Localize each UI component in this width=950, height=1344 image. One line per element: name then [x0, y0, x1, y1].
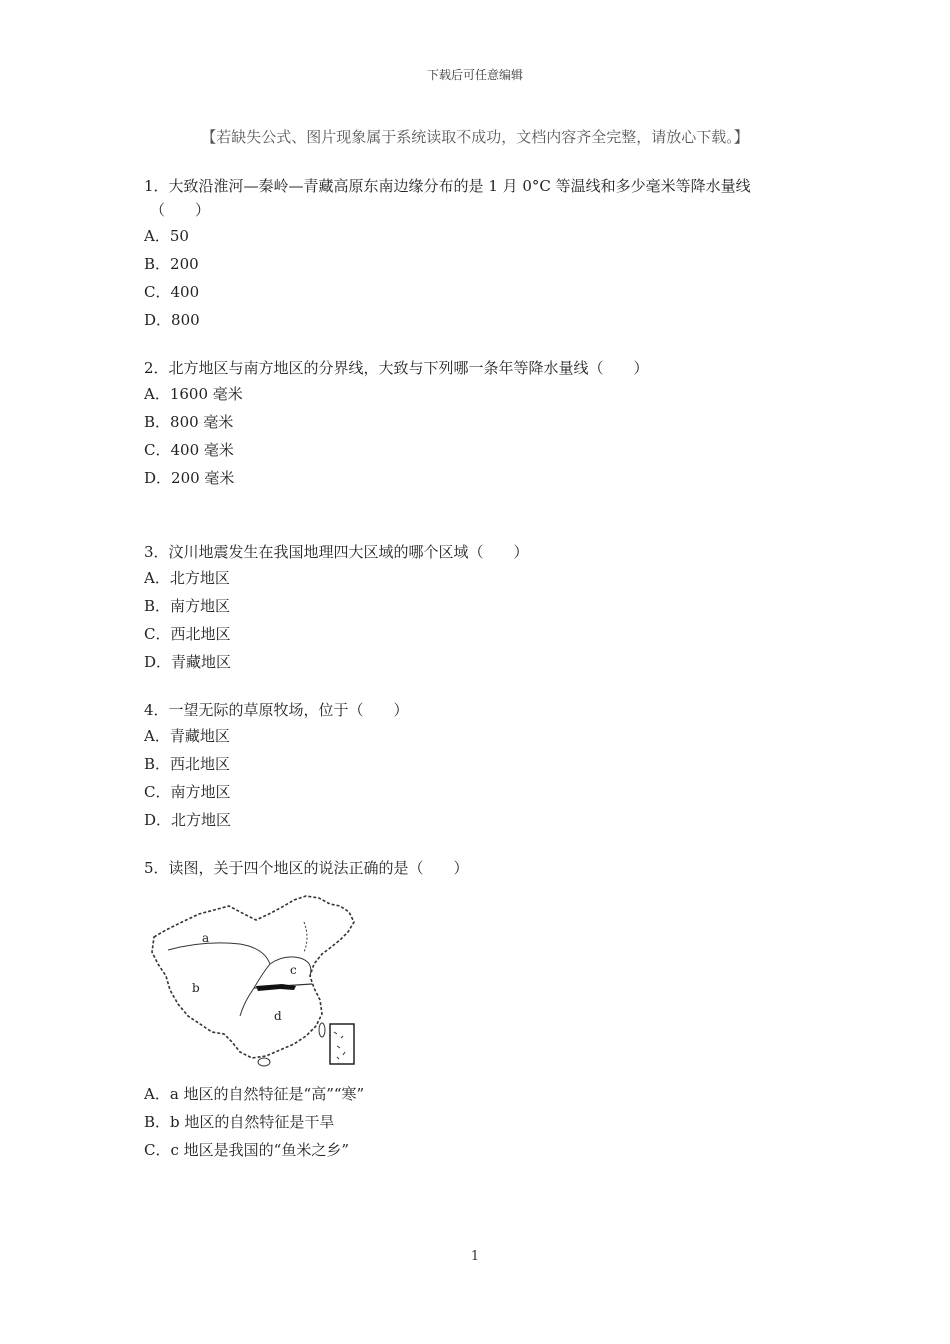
map-label-b: b	[192, 981, 200, 995]
option-c: C．400	[144, 283, 200, 301]
option-c: C．西北地区	[144, 625, 231, 643]
china-regions-map	[144, 892, 364, 1072]
option-b: B．200	[144, 255, 199, 273]
question-4	[144, 698, 814, 834]
question-stem: 4．一望无际的草原牧场，位于（ ）	[144, 701, 409, 719]
question-3	[144, 540, 814, 676]
option-d: D．200 毫米	[144, 469, 235, 487]
option-b: B．南方地区	[144, 597, 231, 615]
option-b: B．西北地区	[144, 755, 231, 773]
page-header: 下载后可任意编辑	[426, 68, 523, 82]
option-c: C．c 地区是我国的“鱼米之乡”	[144, 1141, 349, 1159]
china-map-figure	[144, 892, 364, 1072]
question-2	[144, 356, 814, 492]
question-stem: 3．汶川地震发生在我国地理四大区域的哪个区域（ ）	[144, 543, 529, 561]
option-a: A．1600 毫米	[144, 385, 243, 403]
question-stem: 2．北方地区与南方地区的分界线，大致与下列哪一条年等降水量线（ ）	[144, 359, 649, 377]
answer-bracket: （ ）	[150, 201, 211, 219]
download-notice: 【若缺失公式、图片现象属于系统读取不成功，文档内容齐全完整，请放心下载。】	[201, 128, 749, 146]
option-d: D．800	[144, 311, 200, 329]
question-5	[144, 856, 814, 1164]
option-b: B．b 地区的自然特征是干旱	[144, 1113, 335, 1131]
south-china-sea-inset	[330, 1024, 354, 1064]
option-a: A．北方地区	[144, 569, 230, 587]
option-d: D．北方地区	[144, 811, 232, 829]
question-1	[144, 174, 814, 334]
question-stem: 5．读图，关于四个地区的说法正确的是（ ）	[144, 859, 469, 877]
map-label-a: a	[202, 931, 210, 945]
question-list	[144, 174, 814, 1186]
option-b: B．800 毫米	[144, 413, 234, 431]
option-d: D．青藏地区	[144, 653, 232, 671]
map-label-d: d	[274, 1009, 282, 1023]
map-label-c: c	[290, 963, 297, 977]
option-c: C．南方地区	[144, 783, 231, 801]
option-c: C．400 毫米	[144, 441, 234, 459]
option-a: A．a 地区的自然特征是“高”“寒”	[144, 1085, 365, 1103]
option-a: A．青藏地区	[144, 727, 230, 745]
option-a: A．50	[144, 227, 189, 245]
page-number: 1	[470, 1249, 480, 1264]
question-stem: 1．大致沿淮河—秦岭—青藏高原东南边缘分布的是 1 月 0°C 等温线和多少毫米等降水量线	[144, 177, 751, 195]
